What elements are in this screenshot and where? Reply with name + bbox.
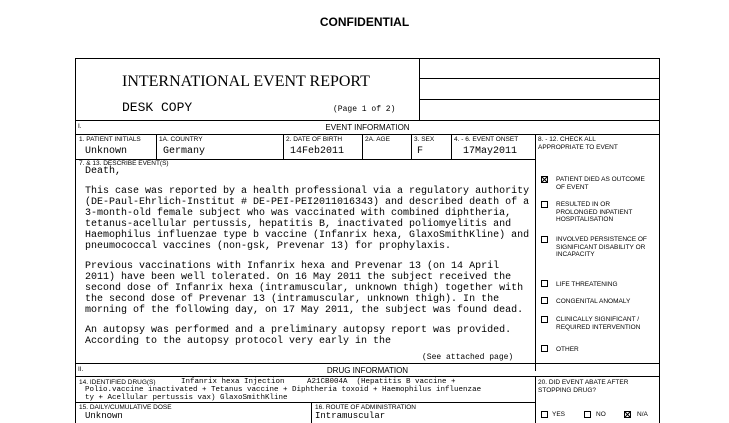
narrative-p2: Previous vaccinations with Infanrix hexa and Prevenar 13 (on 14 April 2011) have been well tolerated. On 16 May 2011 the subject received the second dose of Infanrix hexa (intramuscular, unknown thigh) together with the second dose of Prevenar 13 (intramuscular, unknown thigh). In the morning of the following day, on 17 May 2011, the subject was found dead. — [85, 261, 524, 316]
check-clinically-significant[interactable] — [541, 316, 548, 323]
country-value: Germany — [163, 146, 206, 157]
check-congenital-anomaly[interactable] — [541, 297, 548, 304]
confidential-label: CONFIDENTIAL — [319, 15, 410, 29]
check-patient-died[interactable] — [541, 176, 548, 183]
check-other-label: OTHER — [556, 346, 579, 353]
check-hospitalisation[interactable] — [541, 201, 548, 208]
frame-top — [75, 58, 660, 59]
check-patient-died-label: PATIENT DIED AS OUTCOME OF EVENT — [556, 176, 645, 191]
drug-line-2: Polio.vaccine inactivated + Tetanus vaccine + Diphtheria toxoid + Haemophilus influenzae — [85, 386, 482, 394]
check-life-threatening[interactable] — [541, 280, 548, 287]
section2-number: II. — [78, 366, 84, 373]
drug-line-3: ty + Acellular pertussis vax) GlaxoSmithKline — [85, 394, 288, 402]
page-number: (Page 1 of 2) — [333, 105, 396, 114]
section1-number: I. — [78, 123, 82, 130]
drug-line-1: Infanrix hexa Injection A21CB004A (Hepatitis B vaccine + — [181, 378, 456, 386]
event-abate-label: 20. DID EVENT ABATE AFTER STOPPING DRUG? — [538, 379, 629, 394]
abate-no-label: NO — [596, 411, 606, 418]
abate-no-checkbox[interactable] — [584, 411, 591, 418]
check-disability-label: INVOLVED PERSISTENCE OF SIGNIFICANT DISABILITY OR INCAPACITY — [556, 236, 647, 258]
event-narrative — [85, 166, 530, 347]
check-clinically-significant-label: CLINICALLY SIGNIFICANT / REQUIRED INTERVENTION — [556, 316, 641, 331]
desk-copy-label: DESK COPY — [122, 100, 193, 115]
abate-yes-label: YES — [552, 411, 566, 418]
report-title: INTERNATIONAL EVENT REPORT — [122, 73, 370, 90]
event-onset-value: 17May2011 — [463, 146, 518, 157]
see-attached-label: (See attached page) — [422, 353, 514, 362]
abate-yes-checkbox[interactable] — [541, 411, 548, 418]
narrative-p0: Death, — [85, 166, 122, 177]
identified-drugs-label: 14. IDENTIFIED DRUG(S) — [79, 379, 156, 386]
daily-dose-value: Unknown — [85, 411, 123, 421]
patient-initials-value: Unknown — [85, 146, 128, 157]
dob-label: 2. DATE OF BIRTH — [286, 136, 343, 143]
narrative-p3: An autopsy was performed and a preliminary autopsy report was provided. According to the autopsy protocol very early in the — [85, 325, 512, 347]
age-label: 2A. AGE — [365, 136, 390, 143]
daily-dose-label: 15. DAILY/CUMULATIVE DOSE — [79, 404, 172, 411]
route-value: Intramuscular — [315, 411, 386, 421]
country-label: 1A. COUNTRY — [159, 136, 203, 143]
check-other[interactable] — [541, 345, 548, 352]
route-label: 16. ROUTE OF ADMINISTRATION — [315, 404, 417, 411]
abate-na-checkbox[interactable] — [624, 411, 631, 418]
check-life-threatening-label: LIFE THREATENING — [556, 281, 618, 288]
check-congenital-anomaly-label: CONGENITAL ANOMALY — [556, 298, 631, 305]
sex-label: 3. SEX — [414, 136, 435, 143]
check-disability[interactable] — [541, 236, 548, 243]
dob-value: 14Feb2011 — [290, 146, 345, 157]
sex-value: F — [417, 146, 424, 157]
check-all-label: 8. - 12. CHECK ALL APPROPRIATE TO EVENT — [538, 136, 618, 151]
section1-title: EVENT INFORMATION — [325, 123, 410, 132]
check-hospitalisation-label: RESULTED IN OR PROLONGED INPATIENT HOSPITALISATION — [556, 201, 633, 223]
event-onset-label: 4. - 6. EVENT ONSET — [454, 136, 519, 143]
describe-events-label: 7. & 13. DESCRIBE EVENT(S) — [79, 160, 169, 167]
narrative-p1: This case was reported by a health professional via a regulatory authority (DE-Paul-Ehrlich-Institut # DE-PEI-PEI2011016343) and described death of a 3-month-old female subject who was vaccinated with combined diphtheria, tetanus-acellular pertussis, hepatitis B, inactivated poliomyelitis and Haemophilus influenzae type b vaccine (Infanrix hexa, GlaxoSmithKline) and pneumococcal vaccines (non-gsk, Prevenar 13) for prophylaxis. — [85, 186, 530, 252]
section2-title: DRUG INFORMATION — [326, 366, 409, 375]
abate-na-label: N/A — [637, 411, 648, 418]
patient-initials-label: 1. PATIENT INITIALS — [79, 136, 141, 143]
